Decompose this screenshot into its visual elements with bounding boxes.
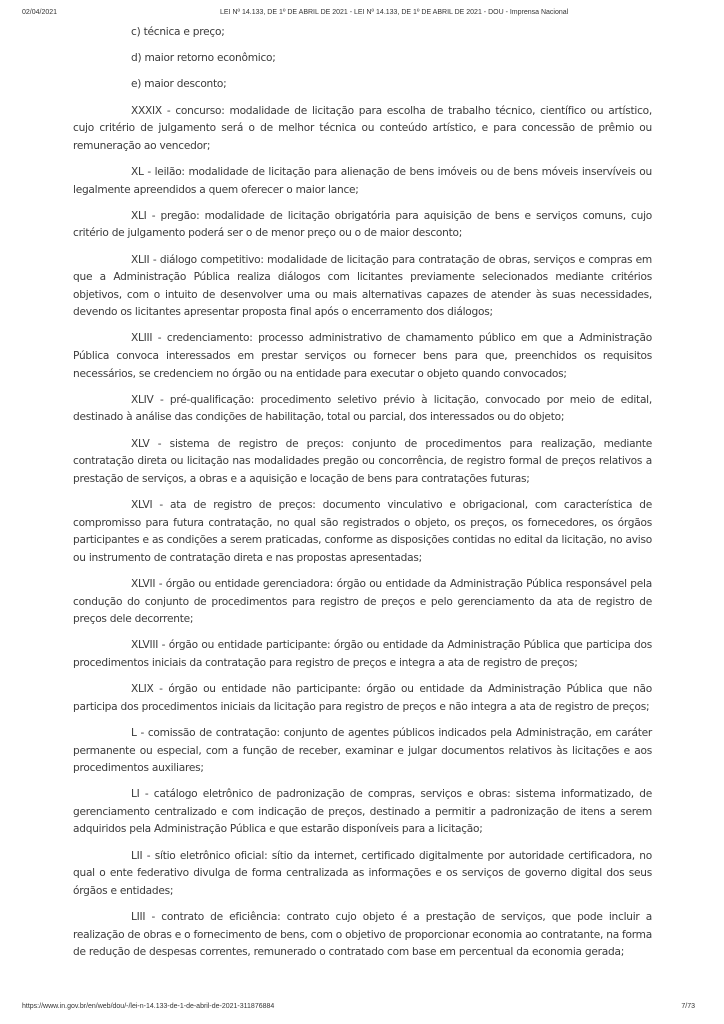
document-body [73, 24, 652, 970]
paragraph-xlv-sistema-registro-precos: XLV - sistema de registro de preços: conjunto de procedimentos para realização, mediante contratação direta ou licitação nas modalidades pregão ou concorrência, de registro formal de preços relativos a prestação de serviços, a obras e a aquisição e locação de bens para contratações futuras; [73, 437, 652, 485]
paragraph-xlvi-ata-registro-precos: XLVI - ata de registro de preços: documento vinculativo e obrigacional, com característica de compromisso para futura contratação, no qual são registrados o objeto, os preços, os fornecedores, os órgãos participantes e as condições a serem praticadas, conforme as disposições contidas no edital da licitação, no aviso ou instrumento de contratação direta e nas propostas apresentadas; [73, 499, 652, 564]
paragraph-xli-pregao: XLI - pregão: modalidade de licitação obrigatória para aquisição de bens e serviços comuns, cujo critério de julgamento poderá ser o de menor preço ou o de maior desconto; [73, 209, 652, 240]
paragraph-xlvii-orgao-gerenciador: XLVII - órgão ou entidade gerenciadora: órgão ou entidade da Administração Pública responsável pela condução do conjunto de procedimentos para registro de preços e pelo gerenciamento da ata de registro de preços dele decorrente; [73, 577, 652, 626]
paragraph-li-catalogo-eletronico: LI - catálogo eletrônico de padronização de compras, serviços e obras: sistema informatizado, de gerenciamento centralizado e com indicação de preços, destinado a permitir a padronização de itens a serem adquiridos pela Administração Pública e que estarão disponíveis para a licitação; [73, 788, 652, 836]
paragraph-xlii-dialogo-competitivo: XLII - diálogo competitivo: modalidade de licitação para contratação de obras, serviços e compras em que a Administração Pública realiza diálogos com licitantes previamente selecionados mediante critérios objetivos, com o intuito de desenvolver uma ou mais alternativas capazes de atender às suas necessidades, devendo os licitantes apresentar proposta final após o encerramento dos diálogos; [73, 253, 652, 319]
paragraph-criterion-c: c) técnica e preço; [131, 26, 225, 38]
paragraph-xxxix-concurso: XXXIX - concurso: modalidade de licitação para escolha de trabalho técnico, científico ou artístico, cujo critério de julgamento será o de melhor técnica ou conteúdo artístico, e para concessão de prêmio ou remuneração ao vencedor; [73, 104, 652, 152]
print-header-title: LEI Nº 14.133, DE 1º DE ABRIL DE 2021 - LEI Nº 14.133, DE 1º DE ABRIL DE 2021 - DOU - Imprensa Nacional [220, 9, 569, 16]
paragraph-xliii-credenciamento: XLIII - credenciamento: processo administrativo de chamamento público em que a Administração Pública convoca interessados em prestar serviços ou fornecer bens para que, preenchidos os requisitos necessários, se credenciem no órgão ou na entidade para executar o objeto quando convocados; [73, 332, 652, 380]
paragraph-l-comissao-contratacao: L - comissão de contratação: conjunto de agentes públicos indicados pela Administração, em caráter permanente ou especial, com a função de receber, examinar e julgar documentos relativos às licitações e aos procedimentos auxiliares; [73, 726, 652, 775]
paragraph-xl-leilao: XL - leilão: modalidade de licitação para alienação de bens imóveis ou de bens móveis inservíveis ou legalmente apreendidos a quem oferecer o maior lance; [73, 165, 652, 196]
paragraph-xlviii-orgao-participante: XLVIII - órgão ou entidade participante: órgão ou entidade da Administração Pública que participa dos procedimentos iniciais da contratação para registro de preços e integra a ata de registro de preços; [73, 639, 652, 669]
paragraph-criterion-e: e) maior desconto; [131, 78, 227, 91]
paragraph-liii-contrato-eficiencia: LIII - contrato de eficiência: contrato cujo objeto é a prestação de serviços, que pode incluir a realização de obras e o fornecimento de bens, com o objetivo de proporcionar economia ao contratante, na forma de redução de despesas correntes, remunerado o contratado com base em percentual da economia gerada; [73, 911, 652, 959]
paragraph-criterion-d: d) maior retorno econômico; [131, 52, 276, 65]
page-number: 7/73 [681, 1003, 695, 1010]
paragraph-xlix-orgao-nao-participante: XLIX - órgão ou entidade não participante: órgão ou entidade da Administração Pública que não participa dos procedimentos iniciais da licitação para registro de preços e não integra a ata de registro de preços; [73, 683, 652, 713]
print-footer-url: https://www.in.gov.br/en/web/dou/-/lei-n-14.133-de-1-de-abril-de-2021-311876884 [22, 1003, 275, 1010]
paragraph-lii-sitio-eletronico: LII - sítio eletrônico oficial: sítio da internet, certificado digitalmente por autoridade certificadora, no qual o ente federativo divulga de forma centralizada as informações e os serviços de governo digital dos seus órgãos e entidades; [73, 849, 652, 897]
paragraph-xliv-pre-qualificacao: XLIV - pré-qualificação: procedimento seletivo prévio à licitação, convocado por meio de edital, destinado à análise das condições de habilitação, total ou parcial, dos interessados ou do objeto; [73, 393, 652, 424]
print-date: 02/04/2021 [22, 9, 58, 16]
